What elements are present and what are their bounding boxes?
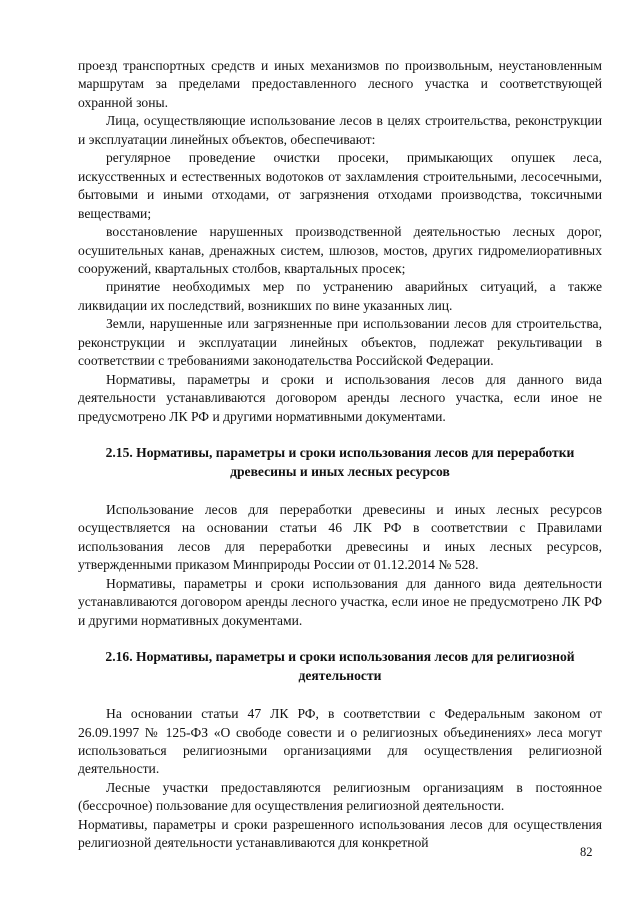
paragraph: принятие необходимых мер по устранению аварийных ситуаций, а также ликвидации их последствий, возникших по вине указанных лиц.	[78, 279, 602, 313]
paragraph: восстановление нарушенных производственной деятельностью лесных дорог, осушительных канав, дренажных систем, шлюзов, мостов, других гидромелиоративных сооружений, квартальных столбов, квартальных просек;	[78, 224, 602, 276]
paragraph: Лесные участки предоставляются религиозным организациям в постоянное (бессрочное) пользование для осуществления религиозной деятельности.	[78, 779, 602, 814]
paragraph: Лица, осуществляющие использование лесов в целях строительства, реконструкции и эксплуатации линейных объектов, обеспечивают:	[78, 113, 602, 147]
paragraph: Земли, нарушенные или загрязненные при использовании лесов для строительства, реконструкции и эксплуатации линейных объектов, подлежат рекультивации в соответствии с требованиями законодательства Российской Федерации.	[78, 316, 602, 369]
paragraph: Нормативы, параметры и сроки разрешенного использования лесов для осуществления религиозной деятельности устанавливаются для конкретной	[78, 816, 602, 851]
paragraph: Использование лесов для переработки древесины и иных лесных ресурсов осуществляется на основании статьи 46 ЛК РФ в соответствии с Правилами использования лесов для переработки древесины и иных лесных ресурсов, утвержденными приказом Минприроды России от 01.12.2014 № 528.	[78, 501, 602, 573]
paragraph: Нормативы, параметры и сроки использования для данного вида деятельности устанавливаются договором аренды лесного участка, если иное не предусмотрено ЛК РФ и другими нормативных документами.	[78, 575, 602, 628]
section-heading-2-15: 2.15. Нормативы, параметры и сроки использования лесов для переработки древесины и иных лесных ресурсов	[105, 445, 575, 479]
paragraph: регулярное проведение очистки просеки, примыкающих опушек леса, искусственных и естественных водотоков от захламления строительными, лесосечными, бытовыми и иными отходами, от загрязнения отходами производства, токсичными веществами;	[78, 150, 602, 221]
paragraph: На основании статьи 47 ЛК РФ, в соответствии с Федеральным законом от 26.09.1997 № 125-ФЗ «О свободе совести и о религиозных объединениях» леса могут использоваться религиозными организациями для осуществления религиозной деятельности.	[78, 706, 602, 777]
paragraph: проезд транспортных средств и иных механизмов по произвольным, неустановленным маршрутам за пределами предоставленного лесного участка и соответствующей охранной зоны.	[78, 58, 602, 110]
section-heading-2-16: 2.16. Нормативы, параметры и сроки использования лесов для религиозной деятельности	[105, 649, 575, 683]
document-page	[78, 57, 602, 853]
paragraph: Нормативы, параметры и сроки и использования лесов для данного вида деятельности устанавливаются договором аренды лесного участка, если иное не предусмотрено ЛК РФ и другими нормативными документами.	[78, 371, 602, 424]
page-number: 82	[580, 845, 593, 859]
